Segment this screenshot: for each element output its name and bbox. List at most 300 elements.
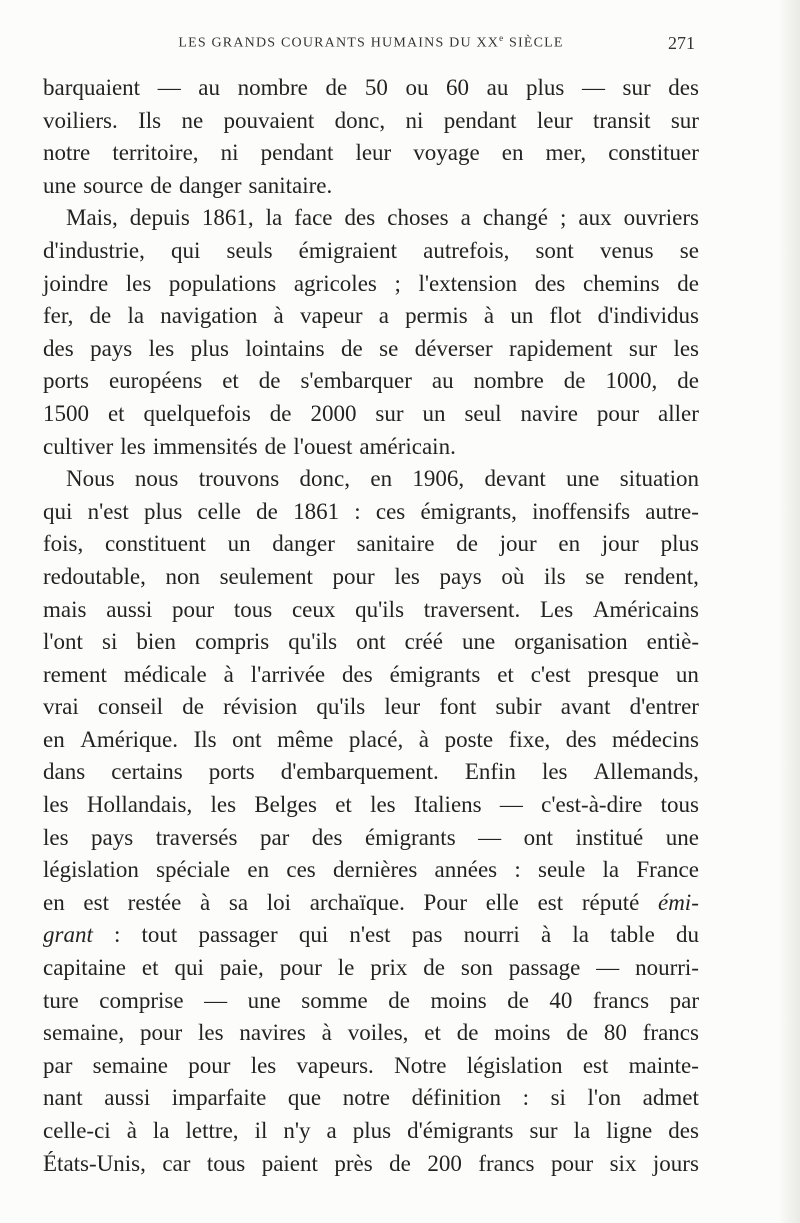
word: qui [171, 237, 201, 263]
word: pouvaient [223, 107, 315, 133]
word: pour [596, 400, 640, 426]
text-line [43, 170, 699, 203]
word: de [563, 368, 586, 394]
word: de [566, 1020, 589, 1046]
word: à [418, 726, 429, 752]
word: ils [543, 563, 566, 589]
word: où [501, 563, 525, 589]
word: seule [538, 857, 586, 883]
text-line [43, 202, 699, 235]
word: face [294, 205, 333, 231]
word: organisation [514, 629, 628, 655]
word: agricoles [293, 270, 377, 296]
text-line [43, 268, 699, 301]
text-line [43, 919, 699, 952]
word: des [668, 1118, 699, 1143]
word: 1000, [605, 368, 658, 394]
text-line [43, 659, 699, 692]
body-text [43, 72, 699, 1180]
text-line [43, 756, 699, 789]
word: de [325, 75, 348, 100]
word: une [247, 987, 281, 1013]
word: devant [484, 466, 546, 492]
word: Nous [66, 466, 115, 492]
word: a [460, 205, 471, 231]
word: se [679, 237, 699, 263]
word: danger [272, 531, 335, 557]
text-line [43, 235, 699, 268]
word: de [507, 987, 529, 1013]
word: des [311, 824, 343, 850]
word: aussi [106, 596, 153, 622]
word: la [602, 857, 620, 883]
word: bien [136, 629, 177, 655]
word: jour [499, 531, 537, 557]
word: sur [628, 335, 658, 361]
word: l'ont [43, 629, 83, 655]
word: sur [529, 1118, 558, 1143]
word: sanitaire. [248, 172, 333, 198]
word: certains [111, 759, 183, 785]
word: le [337, 955, 355, 981]
word: ports [43, 368, 89, 394]
word: ont [232, 726, 262, 752]
running-title-main: LES GRANDS COURANTS HUMAINS DU XX [178, 35, 500, 51]
word: tout [141, 922, 178, 948]
word: redoutable, [43, 563, 146, 589]
word: en [43, 726, 65, 752]
word: barquaient [43, 75, 141, 100]
word: la [265, 205, 283, 231]
word: paient [261, 1150, 318, 1176]
word: vapeurs. [296, 1052, 374, 1078]
word: de [389, 1150, 411, 1176]
word: sur [375, 400, 404, 426]
word: nombre [473, 368, 544, 394]
word: une [43, 172, 77, 198]
word: aux [578, 205, 612, 231]
word: transit [592, 107, 651, 133]
word: en [43, 889, 65, 915]
page-edge-shadow [778, 0, 800, 1223]
word: 80 [603, 1020, 627, 1046]
word: autrefois, [423, 237, 510, 263]
word: source [83, 172, 144, 198]
word: par [669, 987, 699, 1013]
word: législation [466, 1052, 563, 1078]
word: rapidement [509, 335, 613, 361]
word: si [102, 629, 118, 655]
word: flot [549, 303, 582, 329]
text-line [43, 431, 699, 464]
word: lettre, [185, 1118, 239, 1143]
word: qu'ils [316, 694, 366, 720]
word: plus [144, 498, 183, 524]
word: années [434, 857, 498, 883]
word: mais [43, 596, 87, 622]
word: l'arrivée [250, 661, 326, 687]
word: fer, [43, 303, 74, 329]
word: pas [411, 922, 443, 948]
word: n'est [87, 498, 129, 524]
word: de [182, 694, 204, 720]
word: d'entrer [629, 694, 699, 720]
word: immensités [152, 433, 258, 459]
word: à [223, 661, 234, 687]
word: est [83, 889, 109, 915]
word: de [89, 303, 112, 329]
word: navire [520, 400, 578, 426]
text-line [43, 854, 699, 887]
word: en [247, 857, 270, 883]
word: à [321, 1020, 332, 1046]
word: 200 [427, 1150, 462, 1176]
word: si [550, 1085, 566, 1111]
word: semaine, [43, 1020, 125, 1046]
word: aussi [104, 1085, 151, 1111]
word: de [264, 433, 287, 459]
word: dans [43, 759, 86, 785]
word: au [486, 75, 509, 100]
word: rement [43, 661, 107, 687]
word: une [665, 824, 699, 850]
text-line [43, 365, 699, 398]
word: Américains [592, 596, 699, 622]
word: des [565, 726, 597, 752]
word: pour [188, 1052, 231, 1078]
word: d'embarquement. [280, 759, 439, 785]
word: moins [494, 1020, 551, 1046]
text-line [43, 300, 699, 333]
word: semaine [92, 1052, 168, 1078]
word: un [675, 661, 699, 687]
text-line [43, 985, 699, 1018]
word: ture [43, 987, 79, 1013]
word: donc, [334, 107, 386, 133]
word: qu'ils [288, 629, 338, 655]
word: quelquefois [143, 400, 251, 426]
text-line [43, 398, 699, 431]
word: loi [266, 889, 292, 915]
word: territoire, [112, 140, 199, 166]
word: les [120, 433, 146, 459]
text-line [43, 1115, 699, 1148]
word: médecins [612, 726, 699, 752]
text-line [43, 1050, 699, 1083]
word: les [197, 1020, 224, 1046]
word: a [378, 303, 389, 329]
word: placé, [348, 726, 404, 752]
word: et [222, 368, 239, 394]
word: ni [405, 107, 424, 133]
word: et [497, 661, 514, 687]
word: pour [171, 596, 215, 622]
text-line [43, 822, 699, 855]
word: législation [43, 857, 139, 883]
word: notre [342, 1085, 390, 1111]
word: compris [195, 629, 270, 655]
word: 1906, [412, 466, 465, 492]
word: jours [652, 1150, 699, 1176]
word: admet [642, 1085, 699, 1111]
word: ; [394, 270, 401, 296]
running-title-superscript: e [499, 33, 505, 43]
word: à [199, 889, 211, 915]
word: fois, [43, 531, 84, 557]
word: des [344, 205, 376, 231]
word: populations [168, 270, 277, 296]
word: pour [332, 563, 375, 589]
word: au [198, 75, 221, 100]
word: d'industrie, [43, 237, 145, 263]
word: danger [178, 172, 242, 198]
word: — [478, 824, 502, 850]
word: institué [575, 824, 644, 850]
word: autre- [645, 498, 699, 524]
word: somme [301, 987, 368, 1013]
text-line [43, 105, 699, 138]
word: ces [286, 857, 316, 883]
word: pendant [443, 107, 517, 133]
word: — [499, 792, 523, 818]
word: joindre [43, 270, 109, 296]
word: Ils [138, 107, 162, 133]
word: presque [587, 661, 660, 687]
word: navigation [160, 303, 258, 329]
word: conseil [97, 694, 164, 720]
word: ni [220, 140, 239, 166]
word: constituer [608, 140, 699, 166]
word: celle [197, 498, 241, 524]
running-title-end: SIÈCLE [509, 35, 564, 51]
word: ont [356, 629, 386, 655]
text-line [43, 887, 699, 920]
word: 60 [446, 75, 470, 100]
word: c'est-à-dire [541, 792, 643, 818]
word: 1861, [201, 205, 254, 231]
word: européens [108, 368, 203, 394]
word: leur [536, 107, 573, 133]
word: mer, [545, 140, 587, 166]
word: est [582, 1052, 609, 1078]
word: choses [387, 205, 449, 231]
word: jour [601, 531, 639, 557]
word: n'y [283, 1118, 311, 1143]
word: imparfaite [171, 1085, 267, 1111]
word: — [596, 955, 620, 981]
word: nourri [463, 922, 520, 948]
word: Belges [254, 792, 317, 818]
word: traversés [155, 824, 238, 850]
word: des [342, 661, 373, 687]
word: tous [233, 596, 273, 622]
word: médicale [123, 661, 207, 687]
word: voiliers. [43, 107, 118, 133]
word: — [204, 987, 228, 1013]
word: entiè- [646, 629, 699, 655]
word: donc, [299, 466, 351, 492]
word: prix [370, 955, 408, 981]
word: nant [43, 1085, 83, 1111]
text-line [43, 496, 699, 529]
word: à [126, 1118, 137, 1143]
word: plus [190, 335, 229, 361]
word: vrai [43, 694, 79, 720]
word: États-Unis, [43, 1150, 146, 1176]
word: déverser [414, 335, 493, 361]
word: lointains [245, 335, 325, 361]
word: francs [478, 1150, 535, 1176]
word: France [636, 857, 699, 883]
word: Enfin [464, 759, 516, 785]
word: qui [43, 498, 73, 524]
word: voyage [413, 140, 480, 166]
word: sur [622, 75, 651, 100]
word: nous [134, 466, 179, 492]
word: ligne [606, 1118, 653, 1143]
word: et [424, 1020, 441, 1046]
word: chemins [582, 270, 660, 296]
word: passager [198, 922, 278, 948]
word: les [43, 824, 69, 850]
word: en [558, 531, 581, 557]
word: qui [298, 922, 329, 948]
word: et [335, 792, 352, 818]
word: moins [430, 987, 487, 1013]
word: Italiens [413, 792, 482, 818]
word: capitaine [43, 955, 127, 981]
word: dernières [333, 857, 418, 883]
word: des [534, 270, 566, 296]
word: six [609, 1150, 637, 1176]
word: font [439, 694, 477, 720]
word: c'est [530, 661, 571, 687]
word: sanitaire [356, 531, 435, 557]
word: Les [539, 596, 574, 622]
word: émigrants [364, 824, 456, 850]
word: plus [352, 1118, 392, 1143]
word: de [456, 1020, 479, 1046]
text-line [43, 463, 699, 496]
text-line [43, 137, 699, 170]
word: définition [411, 1085, 502, 1111]
word: constituent [104, 531, 206, 557]
word: nombre [237, 75, 308, 100]
word: des [668, 75, 699, 100]
word: francs [592, 987, 650, 1013]
word: d'émigrants [407, 1118, 514, 1143]
word: une [566, 466, 600, 492]
word: 1861 [293, 498, 340, 524]
word: de [269, 400, 292, 426]
page-number: 271 [668, 33, 695, 53]
word: a [326, 1118, 337, 1143]
word: son [460, 955, 493, 981]
word: les [210, 792, 237, 818]
text-line [43, 333, 699, 366]
text-line [43, 561, 699, 594]
word: tous [660, 792, 699, 818]
word: inoffensifs [532, 498, 631, 524]
word: fixe, [508, 726, 551, 752]
word: à [273, 303, 284, 329]
word: émigraient [298, 237, 398, 263]
word: se [585, 563, 605, 589]
word: d'individus [597, 303, 699, 329]
word: navires [239, 1020, 306, 1046]
word: leur [384, 694, 421, 720]
word: que [287, 1085, 322, 1111]
text-line [43, 528, 699, 561]
word: un [422, 400, 446, 426]
text-line [43, 691, 699, 724]
word: les [125, 270, 152, 296]
word: par [259, 824, 290, 850]
word: les [148, 335, 175, 361]
word: archaïque. [309, 889, 405, 915]
word: 50 [364, 75, 388, 100]
word: émigrants, [420, 498, 517, 524]
word: est [537, 889, 564, 915]
word: des [43, 335, 74, 361]
word: créé [404, 629, 443, 655]
word: : [522, 1085, 529, 1111]
word: ; [559, 205, 567, 231]
word: qui [174, 955, 204, 981]
word: n'est [349, 922, 391, 948]
word: plus [660, 531, 699, 557]
word: ouvriers [623, 205, 699, 231]
word: américain. [359, 433, 456, 459]
word: aller [658, 400, 699, 426]
word: du [675, 922, 699, 948]
word: situation [619, 466, 699, 492]
word: tous [206, 1150, 246, 1176]
word: même [277, 726, 334, 752]
word: 40 [549, 987, 573, 1013]
word: de [341, 335, 363, 361]
word: plus [525, 75, 565, 100]
word: celle-ci [43, 1118, 111, 1143]
word: passage [508, 955, 581, 981]
word: Notre [394, 1052, 447, 1078]
word: de [456, 531, 478, 557]
word: il [254, 1118, 268, 1143]
word: émigrants [389, 661, 481, 687]
word: Pour [423, 889, 467, 915]
word: comprise [99, 987, 184, 1013]
word: près [334, 1150, 373, 1176]
text-line [43, 1017, 699, 1050]
word: un [227, 531, 251, 557]
word: pays [91, 824, 134, 850]
word: subir [495, 694, 542, 720]
word: les [394, 563, 420, 589]
word: les [370, 792, 396, 818]
word: pour [139, 1020, 183, 1046]
word: seulement [219, 563, 313, 589]
word: changé [482, 205, 548, 231]
word: un [510, 303, 534, 329]
word: pays [439, 563, 482, 589]
word: paie, [219, 955, 264, 981]
word: de [677, 368, 699, 394]
word: table [610, 922, 655, 948]
word: et [107, 400, 125, 426]
word: les [541, 759, 568, 785]
word: ne [181, 107, 204, 133]
word: de [258, 368, 281, 394]
